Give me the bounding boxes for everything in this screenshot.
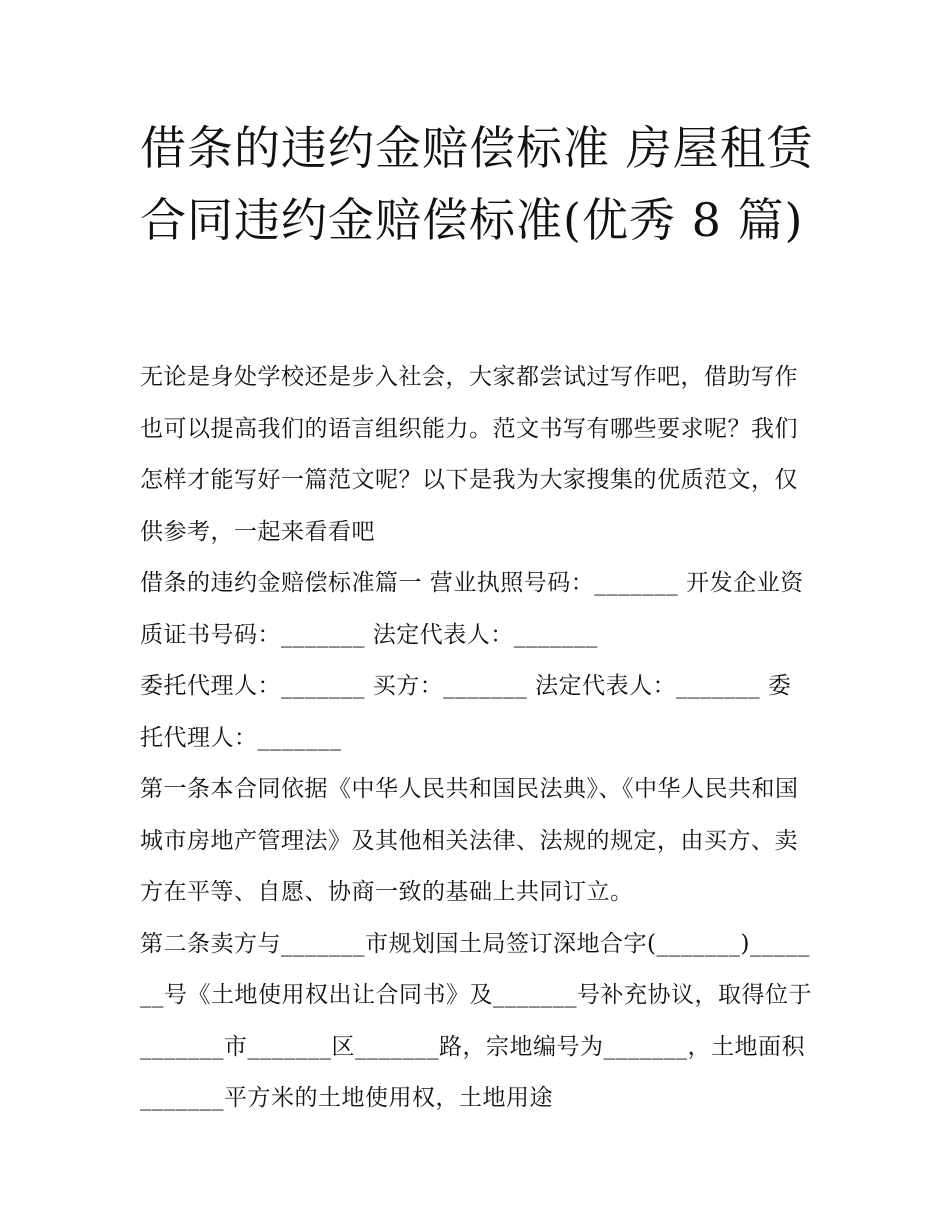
paragraph-business-license: 借条的违约金赔偿标准篇一 营业执照号码：_______ 开发企业资质证书号码：_______ 法定代表人：_______	[140, 570, 804, 648]
paragraph-agents: 委托代理人：_______ 买方：_______ 法定代表人：_______ 委托代理人：_______	[140, 673, 792, 751]
document-title: 借条的违约金赔偿标准 房屋租赁合同违约金赔偿标准(优秀 8 篇)	[140, 121, 814, 247]
paragraph-intro: 无论是身处学校还是步入社会，大家都尝试过写作吧，借助写作也可以提高我们的语言组织能力。范文书写有哪些要求呢？我们怎样才能写好一篇范文呢？以下是我为大家搜集的优质范文，仅供参考，一起来看看吧	[140, 364, 798, 545]
paragraph-article-2: 第二条卖方与_______市规划国土局签订深地合字(_______)_______号《土地使用权出让合同书》及_______号补充协议，取得位于_______市_______区_______路，宗地编号为_______，土地面积_______平方米的土地使用权，土地用途	[140, 930, 812, 1111]
paragraph-article-1: 第一条本合同依据《中华人民共和国民法典》、《中华人民共和国城市房地产管理法》及其他相关法律、法规的规定，由买方、卖方在平等、自愿、协商一致的基础上共同订立。	[140, 776, 799, 905]
document-body	[140, 352, 814, 1125]
